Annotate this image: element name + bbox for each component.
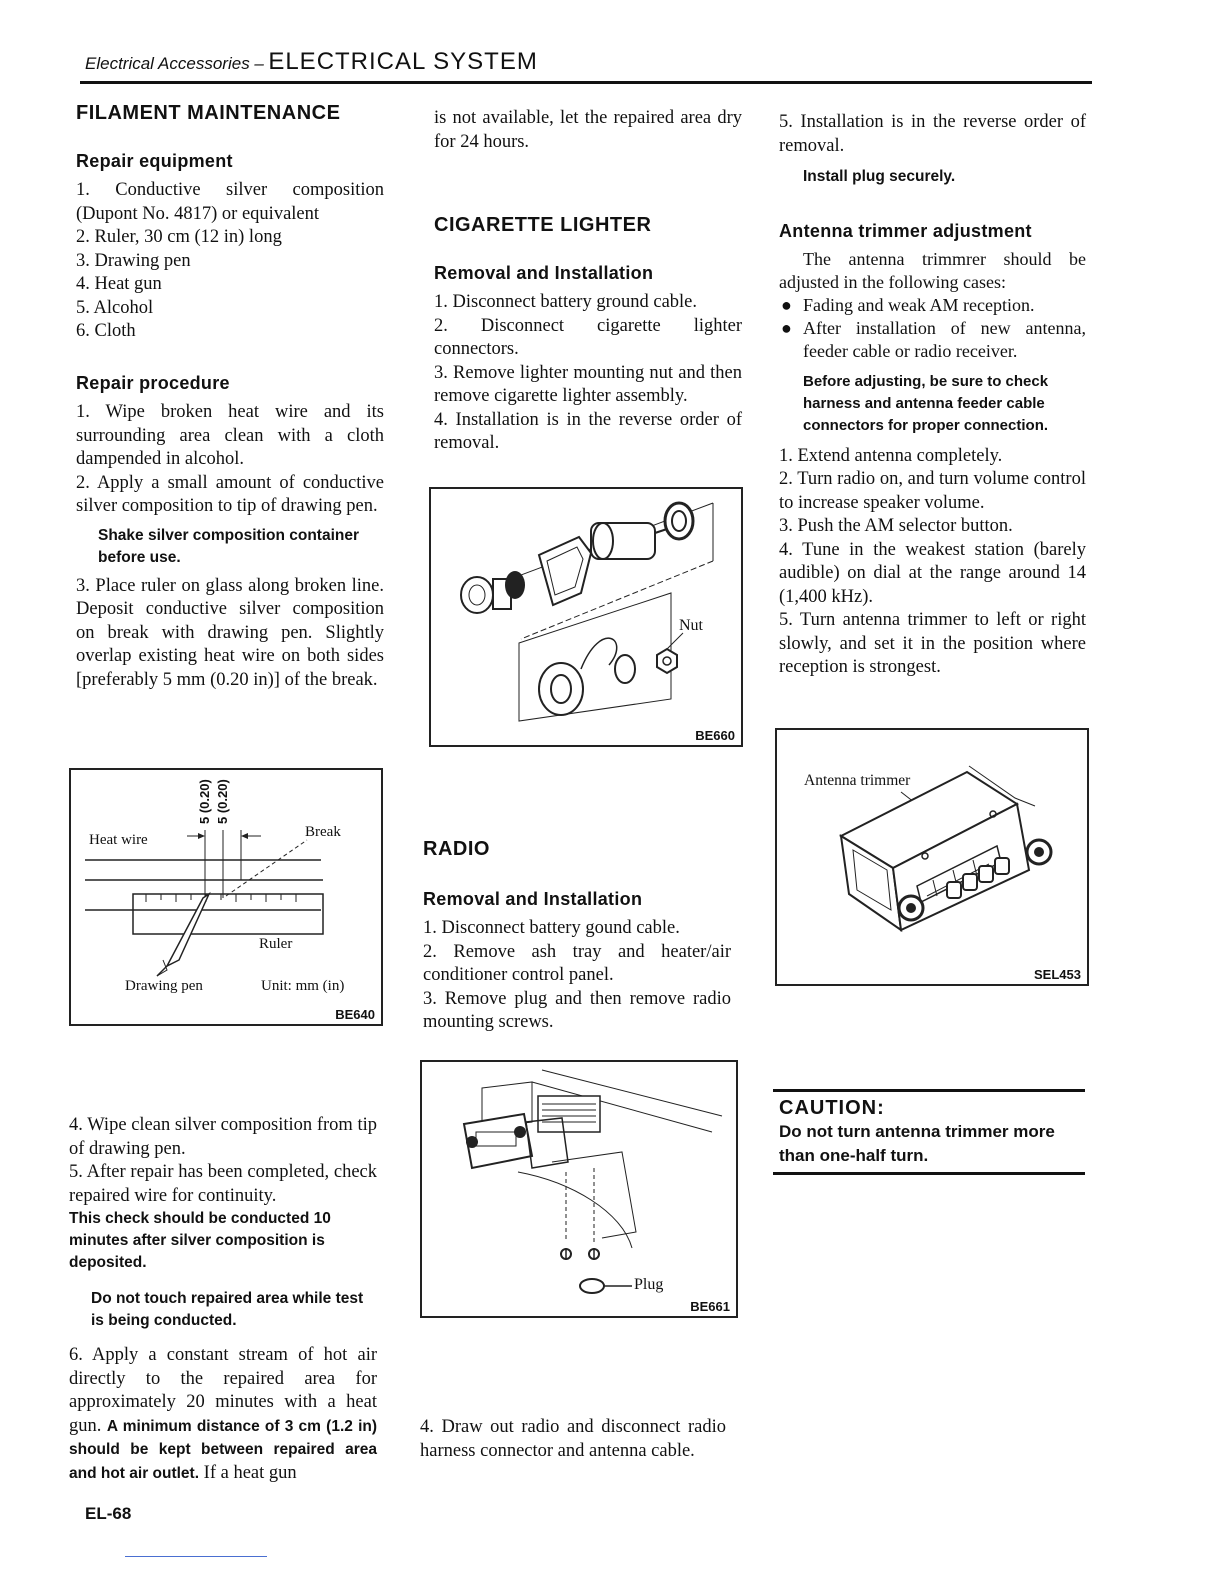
caution-title: CAUTION: <box>779 1097 885 1119</box>
list-item: ● After installation of new antenna, feeder cable or radio receiver. <box>781 317 1086 361</box>
procedure-step: 5. After repair has been completed, check repaired wire for continuity. <box>69 1162 377 1206</box>
list-item: 2. Disconnect cigarette lighter connectors. <box>434 315 742 359</box>
list-item: 1. Disconnect battery gound cable. <box>423 918 680 938</box>
list-item: 1. Extend antenna completely. <box>779 445 1003 466</box>
column-1-lower <box>69 1114 377 1485</box>
filament-title: FILAMENT MAINTENANCE <box>76 102 341 124</box>
list-item: 4. Heat gun <box>76 274 162 294</box>
antenna-steps <box>779 445 1086 680</box>
figure-radio-removal <box>420 1060 738 1318</box>
equip-list <box>76 179 384 344</box>
radio-steps <box>423 917 731 1035</box>
cigarette-lighter-title: CIGARETTE LIGHTER <box>434 214 652 236</box>
figure-heat-wire-repair <box>69 768 383 1026</box>
dimension-label: 5 (0.20) <box>215 779 230 824</box>
continued-text: is not available, let the repaired area dry for 24 hours. <box>434 108 742 152</box>
figure-code: BE640 <box>335 1007 375 1022</box>
caution-note: Install plug securely. <box>803 168 956 185</box>
list-item: 3. Drawing pen <box>76 250 191 271</box>
antenna-trimmer-label: Antenna trimmer <box>804 772 911 789</box>
figure-code: BE660 <box>695 728 735 743</box>
footer-rule <box>125 1556 267 1557</box>
list-item: 2. Turn radio on, and turn volume control to increase speaker volume. <box>779 469 1086 513</box>
nut-label: Nut <box>679 617 703 634</box>
procedure-step: 4. Draw out radio and disconnect radio harness connector and antenna cable. <box>420 1417 726 1461</box>
header-title: ELECTRICAL SYSTEM <box>268 48 538 75</box>
list-item: ● Fading and weak AM reception. <box>781 294 1035 315</box>
step6-continued: If a heat gun <box>203 1462 297 1483</box>
list-item: 3. Remove plug and then remove radio mounting screws. <box>423 988 731 1032</box>
radio-title: RADIO <box>423 838 490 860</box>
antenna-intro: The antenna trimmrer should be adjusted in the following cases: <box>779 248 1086 292</box>
procedure-step <box>69 1344 377 1485</box>
list-item: 2. Ruler, 30 cm (12 in) long <box>76 227 282 247</box>
radio-unit-illustration <box>777 730 1087 984</box>
caution-body: Do not turn antenna trimmer more than one-half turn. <box>779 1122 1055 1165</box>
list-item: 4. Tune in the weakest station (barely audible) on dial at the range around 14 (1,400 kHz). <box>779 539 1086 607</box>
header-section: Electrical Accessories – <box>85 54 264 73</box>
column-1 <box>76 102 384 692</box>
list-item: 6. Cloth <box>76 321 136 341</box>
equip-heading: Repair equipment <box>76 150 233 171</box>
procedure-step: 2. Apply a small amount of conductive silver composition to tip of drawing pen. <box>76 472 384 516</box>
cigarette-lighter-subtitle: Removal and Installation <box>434 262 654 283</box>
radio-removal-illustration <box>422 1062 736 1316</box>
list-item: 4. Installation is in the reverse order of removal. <box>434 409 742 453</box>
caution-note: This check should be conducted 10 minutes after silver composition is deposited. <box>69 1210 331 1271</box>
list-item: 3. Remove lighter mounting nut and then remove cigarette lighter assembly. <box>434 362 742 406</box>
caution-note: Do not touch repaired area while test is being conducted. <box>91 1290 364 1329</box>
antenna-bullets <box>779 294 1086 363</box>
list-item: 2. Remove ash tray and heater/air conditioner control panel. <box>423 941 731 985</box>
bullet-icon: ● <box>781 317 792 338</box>
procedure-step: 1. Wipe broken heat wire and its surrounding area clean with a cloth dampended in alcohol. <box>76 402 384 469</box>
list-item: 3. Push the AM selector button. <box>779 516 1013 536</box>
caution-rule-bottom <box>773 1172 1085 1175</box>
page-header <box>85 48 538 76</box>
unit-label: Unit: mm (in) <box>261 978 345 994</box>
list-item: 5. Turn antenna trimmer to left or right slowly, and set it in the position where reception is strongest. <box>779 610 1086 677</box>
antenna-trimmer-heading: Antenna trimmer adjustment <box>779 221 1032 241</box>
step6-warning: A minimum distance of 3 cm (1.2 in) should be kept between repaired area and hot air outlet. <box>69 1417 378 1482</box>
heat-wire-label: Heat wire <box>89 832 148 848</box>
caution-rule-top <box>773 1089 1085 1092</box>
list-item: 5. Alcohol <box>76 297 154 318</box>
step6-text: 6. Apply a constant stream of hot air directly to the repaired area for approximately 20 minutes with a heat gun. <box>69 1345 377 1436</box>
drawing-pen-label: Drawing pen <box>125 978 203 994</box>
page-number: EL-68 <box>85 1504 132 1523</box>
column-2 <box>434 107 742 456</box>
list-item: 1. Disconnect battery ground cable. <box>434 292 698 312</box>
procedure-heading: Repair procedure <box>76 372 230 393</box>
procedure-step: 5. Installation is in the reverse order of removal. <box>779 112 1086 156</box>
list-item: 1. Conductive silver composition (Dupont No. 4817) or equivalent <box>76 180 384 224</box>
procedure-step: 4. Wipe clean silver composition from tip of drawing pen. <box>69 1115 377 1159</box>
radio-subtitle: Removal and Installation <box>423 888 643 909</box>
bullet-icon: ● <box>781 294 792 315</box>
cigarette-lighter-steps <box>434 291 742 456</box>
procedure-step: 3. Place ruler on glass along broken line. Deposit conductive silver composition on break with drawing pen. Slightly overlap existing heat wire on both sides [preferably 5 mm (0.20 in)] of the break. <box>76 575 384 690</box>
caution-box <box>779 1097 1085 1168</box>
caution-note: Before adjusting, be sure to check harness and antenna feeder cable connectors for proper connection. <box>803 372 1049 434</box>
figure-code: SEL453 <box>1034 967 1081 982</box>
figure-code: BE661 <box>690 1299 730 1314</box>
plug-label: Plug <box>634 1276 664 1293</box>
header-rule <box>80 81 1092 84</box>
column-2-lower <box>420 1416 726 1463</box>
figure-cigarette-lighter <box>429 487 743 747</box>
column-3 <box>779 111 1086 680</box>
break-label: Break <box>305 824 341 840</box>
caution-note: Shake silver composition container before use. <box>98 526 359 566</box>
dimension-label: 5 (0.20) <box>197 779 212 824</box>
ruler-label: Ruler <box>259 936 293 952</box>
column-2-radio <box>423 838 731 1035</box>
figure-antenna-trimmer <box>775 728 1089 986</box>
